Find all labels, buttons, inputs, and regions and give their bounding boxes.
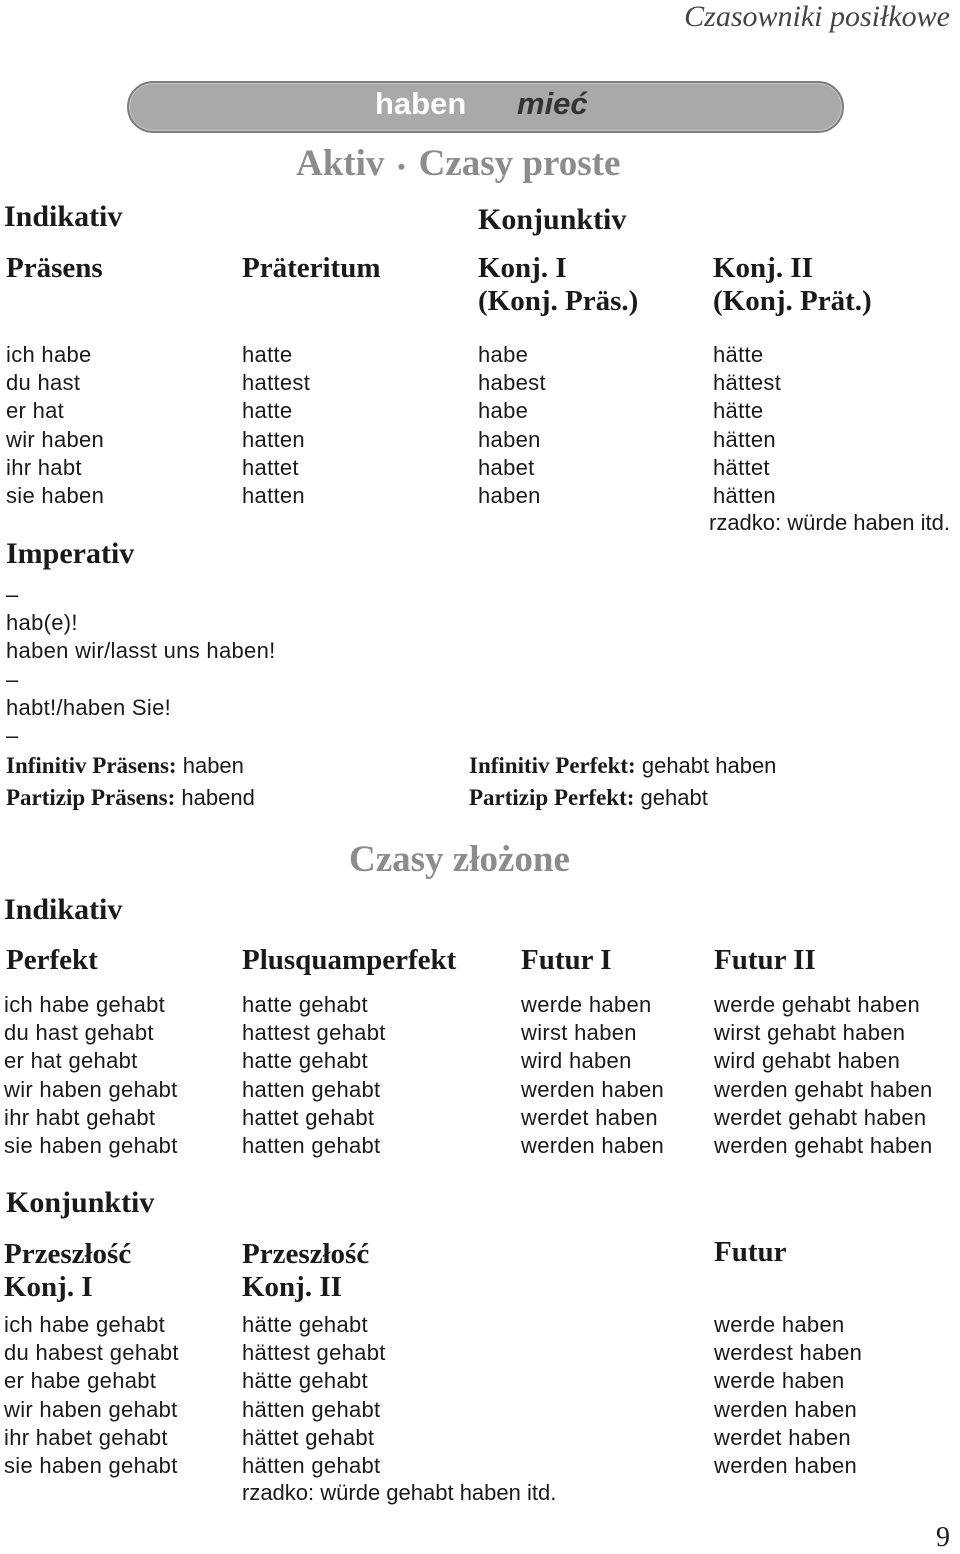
compound-tenses-title: Czasy złożone (349, 839, 570, 880)
konj1-header (478, 252, 638, 318)
infinitiv-perfekt-value: gehabt haben (641, 753, 777, 778)
form: hätte (713, 398, 764, 424)
banner-verb: haben (375, 86, 467, 121)
infinitiv-praesens-value: haben (182, 753, 244, 778)
praeteritum-forms (242, 341, 310, 510)
form: wir haben (6, 426, 105, 452)
form: hatte gehabt (242, 992, 368, 1017)
infinitiv-perfekt (469, 750, 776, 782)
form: ich habe (6, 342, 92, 367)
form: ihr habet gehabt (4, 1424, 168, 1450)
praeteritum-header: Präteritum (242, 252, 381, 284)
form: hättest (713, 370, 782, 396)
form: hatten gehabt (242, 1133, 381, 1159)
form: hattest gehabt (242, 1020, 386, 1046)
form: hatte (242, 342, 293, 367)
imperativ-line: habt!/haben Sie! (6, 694, 172, 720)
infinitiv-perfekt-label: Infinitiv Perfekt: (469, 753, 636, 778)
infinitiv-praesens-label: Infinitiv Präsens: (6, 753, 177, 778)
partizip-perfekt-value: gehabt (640, 785, 708, 810)
form: haben (478, 483, 541, 509)
form: werden haben (521, 1076, 665, 1102)
imperativ-header: Imperativ (6, 537, 135, 570)
form: werden haben (521, 1133, 665, 1159)
partizip-praesens-value: habend (181, 785, 255, 810)
title-czasy-proste: Czasy proste (418, 143, 621, 184)
futur1-header: Futur I (521, 944, 612, 976)
form: hättet gehabt (242, 1424, 375, 1450)
form: hätten (713, 426, 776, 452)
form: hättet (713, 454, 770, 480)
praesens-forms (6, 341, 104, 510)
partizip-praesens (6, 782, 255, 814)
form: werden gehabt haben (714, 1076, 933, 1102)
konjunktiv-heading: Konjunktiv (478, 203, 627, 236)
form: habet (478, 454, 535, 480)
form: sie haben gehabt (4, 1133, 178, 1159)
futur2-header: Futur II (714, 944, 816, 976)
form: hätte gehabt (242, 1312, 368, 1337)
partizip-praesens-label: Partizip Präsens: (6, 785, 176, 810)
form: ich habe gehabt (4, 1312, 166, 1337)
form: werden haben (714, 1453, 858, 1479)
infinitiv-praesens (6, 750, 244, 782)
konj1-header-line2: (Konj. Präs.) (478, 285, 639, 317)
compound-indikativ-heading: Indikativ (4, 893, 123, 926)
form: werde haben (714, 1368, 845, 1394)
form: werde haben (521, 992, 652, 1017)
plusquamperfekt-header: Plusquamperfekt (242, 944, 457, 976)
imperativ-line: haben wir/lasst uns haben! (6, 638, 276, 664)
form: wirst haben (521, 1020, 637, 1046)
form: habest (478, 370, 546, 396)
perfekt-header: Perfekt (6, 944, 98, 976)
przeszlosc2-header-line2: Konj. II (242, 1271, 342, 1303)
page-number: 9 (936, 1522, 950, 1553)
form: ihr habt (6, 454, 82, 480)
przeszlosc2-note: rzadko: würde gehabt haben itd. (242, 1480, 557, 1505)
form: ihr habt gehabt (4, 1104, 156, 1130)
verb-banner (127, 81, 844, 133)
przeszlosc1-forms (4, 1311, 179, 1480)
simple-tenses-title (296, 142, 620, 185)
form: hattet gehabt (242, 1104, 375, 1130)
futur-header: Futur (714, 1236, 787, 1268)
form: hattet (242, 454, 299, 480)
form: sie haben gehabt (4, 1453, 178, 1479)
perfekt-forms (4, 991, 178, 1160)
form: hatten gehabt (242, 1076, 381, 1102)
form: du habest gehabt (4, 1340, 179, 1366)
form: werdest haben (714, 1340, 863, 1366)
form: er hat (6, 398, 65, 424)
konj2-header-line1: Konj. II (713, 252, 813, 284)
title-aktiv: Aktiv (296, 143, 385, 184)
form: hatte (242, 398, 293, 424)
futur1-forms (521, 991, 664, 1160)
imperativ-line: – (6, 723, 19, 749)
konj1-header-line1: Konj. I (478, 252, 567, 284)
form: er habe gehabt (4, 1368, 157, 1394)
form: hatten (242, 483, 305, 509)
form: du hast (6, 370, 81, 396)
form: ich habe gehabt (4, 992, 166, 1017)
plusquamperfekt-forms (242, 991, 386, 1160)
form: werden haben (714, 1396, 858, 1422)
form: hätten (713, 483, 776, 509)
form: hätte gehabt (242, 1368, 368, 1394)
konj1-forms (478, 341, 546, 510)
imperativ-line: hab(e)! (6, 610, 78, 636)
form: hattest (242, 370, 311, 396)
form: habe (478, 398, 529, 424)
form: hätten gehabt (242, 1453, 381, 1479)
form: hätte (713, 342, 764, 367)
banner-meaning: mieć (517, 86, 588, 121)
form: werdet gehabt haben (714, 1104, 927, 1130)
form: er hat gehabt (4, 1048, 138, 1074)
imperativ-forms (6, 581, 276, 750)
title-bullet: • (397, 153, 406, 179)
form: du hast gehabt (4, 1020, 154, 1046)
partizip-perfekt-label: Partizip Perfekt: (469, 785, 635, 810)
form: habe (478, 342, 529, 367)
partizip-perfekt (469, 782, 708, 814)
form: wird haben (521, 1048, 632, 1074)
form: haben (478, 426, 541, 452)
imperativ-line: – (6, 582, 19, 607)
praesens-header: Präsens (6, 252, 103, 284)
imperativ-line: – (6, 666, 19, 692)
futur-forms (714, 1311, 862, 1480)
przeszlosc2-forms (242, 1311, 386, 1480)
konj2-header-line2: (Konj. Prät.) (713, 285, 872, 317)
konj2-note: rzadko: würde haben itd. (709, 510, 950, 535)
indikativ-heading: Indikativ (4, 200, 123, 233)
konj2-header (713, 252, 872, 318)
przeszlosc2-header-line1: Przeszłość (242, 1238, 370, 1270)
running-header: Czasowniki posiłkowe (684, 0, 950, 33)
form: werde gehabt haben (714, 992, 921, 1017)
form: wir haben gehabt (4, 1396, 178, 1422)
form: hatten (242, 426, 305, 452)
przeszlosc1-header-line2: Konj. I (4, 1271, 93, 1303)
form: werde haben (714, 1312, 845, 1337)
compound-konjunktiv-heading: Konjunktiv (6, 1186, 155, 1219)
form: werdet haben (521, 1104, 658, 1130)
form: hätten gehabt (242, 1396, 381, 1422)
form: wirst gehabt haben (714, 1020, 906, 1046)
form: werdet haben (714, 1424, 851, 1450)
form: sie haben (6, 483, 105, 509)
konj2-forms (713, 341, 781, 510)
przeszlosc1-header-line1: Przeszłość (4, 1238, 132, 1270)
przeszlosc2-header (242, 1238, 369, 1304)
przeszlosc1-header (4, 1238, 131, 1304)
form: wir haben gehabt (4, 1076, 178, 1102)
form: werden gehabt haben (714, 1133, 933, 1159)
form: hättest gehabt (242, 1340, 386, 1366)
form: hatte gehabt (242, 1048, 368, 1074)
futur2-forms (714, 991, 933, 1160)
form: wird gehabt haben (714, 1048, 901, 1074)
